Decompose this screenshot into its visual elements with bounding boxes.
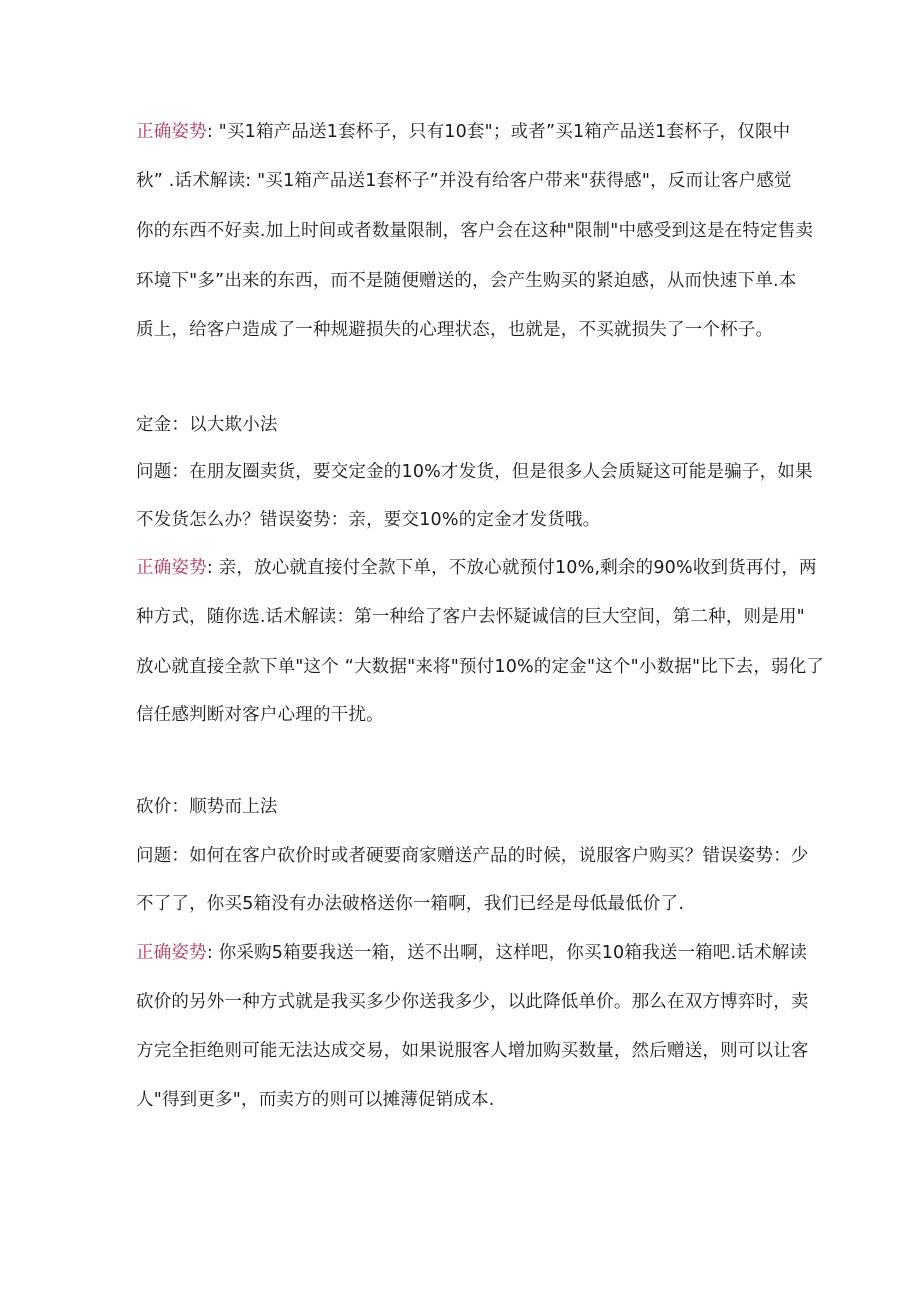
paragraph-line: 不发货怎么办？错误姿势：亲，要交10%的定金才发货哦。 (136, 510, 601, 530)
paragraph-line: 正确姿势: 亲，放心就直接付全款下单，不放心就预付10%,剩余的90%收到货再付，两 (136, 558, 817, 578)
paragraph-line: 不了了，你买5箱没有办法破格送你一箱啊，我们已经是母低最低价了. (136, 894, 685, 914)
paragraph-line: 你的东西不好卖.加上时间或者数量限制，客户会在这种"限制"中感受到这是在特定售卖 (136, 221, 814, 241)
paragraph-line: 放心就直接全款下单"这个 “大数据"来将"预付10%的定金"这个"小数据"比下去，弱化了 (136, 657, 825, 677)
paragraph-line: 环境下"多”出来的东西，而不是随便赠送的，会产生购买的紧迫感，从而快速下单.本 (136, 271, 797, 291)
paragraph-line: 质上，给客户造成了一种规避损失的心理状态，也就是，不买就损失了一个杯子。 (136, 320, 774, 340)
paragraph-line: 方完全拒绝则可能无法达成交易，如果说服客人增加购买数量，然后赠送，则可以让客 (136, 1041, 809, 1061)
paragraph-line: 问题：如何在客户砍价时或者硬要商家赠送产品的时候，说服客户购买？错误姿势：少 (136, 846, 809, 866)
paragraph-line: 信任感判断对客户心理的干扰。 (136, 705, 384, 725)
correct-posture-label: 正确姿势 (136, 943, 207, 963)
paragraph-line: 砍价的另外一种方式就是我买多少你送我多少，以此降低单价。那么在双方博弈时，卖 (136, 992, 809, 1012)
section-heading: 砍价：顺势而上法 (136, 797, 278, 817)
paragraph-line: 正确姿势: "买1箱产品送1套杯子，只有10套"；或者”买1箱产品送1套杯子，仅限中 (136, 122, 791, 142)
correct-posture-label: 正确姿势 (136, 558, 207, 578)
paragraph-line: 问题：在朋友圈卖货，要交定金的10%才发货，但是很多人会质疑这可能是骗子，如果 (136, 462, 813, 482)
paragraph-line: 种方式，随你选.话术解读：第一种给了客户去怀疑诚信的巨大空间，第二种，则是用" (136, 607, 805, 627)
section-heading: 定金：以大欺小法 (136, 415, 278, 435)
paragraph-line: 正确姿势: 你采购5箱要我送一箱，送不出啊，这样吧，你买10箱我送一箱吧.话术解读 (136, 943, 808, 963)
paragraph-line: 人"得到更多"，而卖方的则可以摊薄促销成本. (136, 1090, 495, 1110)
correct-posture-label: 正确姿势 (136, 122, 207, 142)
paragraph-line: 秋” .话术解读: "买1箱产品送1套杯子”并没有给客户带来"获得感"，反而让客户感觉 (136, 171, 792, 191)
